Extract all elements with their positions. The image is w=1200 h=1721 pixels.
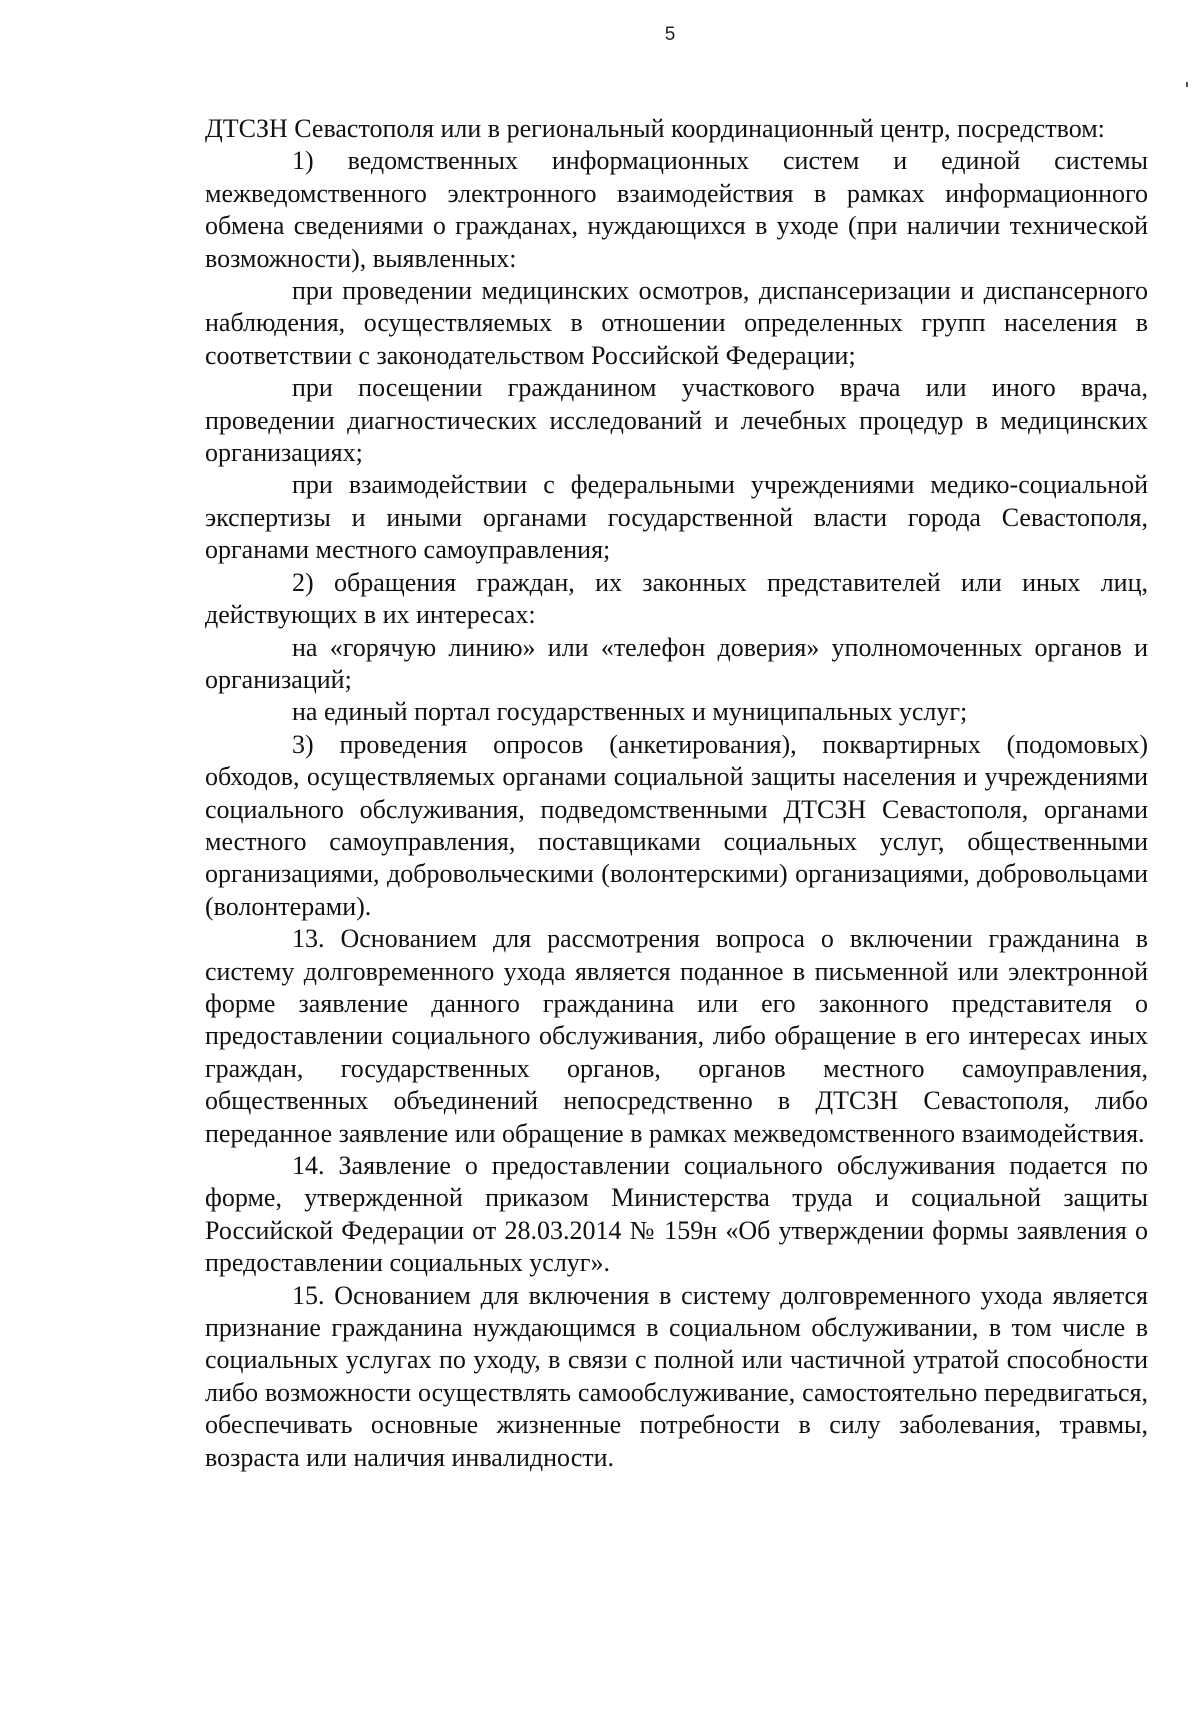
paragraph-item-3: 3) проведения опросов (анкетирования), поквартирных (подомовых) обходов, осуществляемых органами социальной защиты населения и учреждениями социального обслуживания, подведомственными ДТСЗН Севастополя, органами местного самоуправления, поставщиками социальных услуг, общественными организациями, добровольческими (волонтерскими) организациями, добровольцами (волонтерами).	[205, 729, 1148, 921]
paragraph-hotline: на «горячую линию» или «телефон доверия» уполномоченных органов и организаций;	[205, 632, 1148, 694]
paragraph-doctor-visits: при посещении гражданином участкового врача или иного врача, проведении диагностических исследований и лечебных процедур в медицинских организациях;	[205, 373, 1148, 468]
paragraph-item-2: 2) обращения граждан, их законных представителей или иных лиц, действующих в их интересах:	[205, 567, 1148, 630]
paragraph-continuation: ДТСЗН Севастополя или в региональный координационный центр, посредством:	[205, 114, 1105, 143]
paragraph-item-1: 1) ведомственных информационных систем и единой системы межведомственного электронного взаимодействия в рамках информационного обмена сведениями о гражданах, нуждающихся в уходе (при наличии технической возможности), выявленных:	[205, 146, 1148, 273]
paragraph-federal-interaction: при взаимодействии с федеральными учреждениями медико-социальной экспертизы и иными органами государственной власти города Севастополя, органами местного самоуправления;	[205, 470, 1148, 565]
paragraph-15: 15. Основанием для включения в систему долговременного ухода является признание гражданина нуждающимся в социальном обслуживании, в том числе в социальных услугах по уходу, в связи с полной или частичной утратой способности либо возможности осуществлять самообслуживание, самостоятельно передвигаться, обеспечивать основные жизненные потребности в силу заболевания, травмы, возраста или наличия инвалидности.	[205, 1280, 1148, 1472]
paragraph-14: 14. Заявление о предоставлении социального обслуживания подается по форме, утвержденной приказом Министерства труда и социальной защиты Российской Федерации от 28.03.2014 № 159н «Об утверждении формы заявления о предоставлении социальных услуг».	[205, 1151, 1148, 1278]
paragraph-13: 13. Основанием для рассмотрения вопроса о включении гражданина в систему долговременного ухода является поданное в письменной или электронной форме заявление данного гражданина или его законного представителя о предоставлении социального обслуживания, либо обращение в его интересах иных граждан, государственных органов, органов местного самоуправления, общественных объединений непосредственно в ДТСЗН Севастополя, либо переданное заявление или обращение в рамках межведомственного взаимодействия.	[205, 924, 1148, 1148]
paragraph-medical-exams: при проведении медицинских осмотров, диспансеризации и диспансерного наблюдения, осуществляемых в отношении определенных групп населения в соответствии с законодательством Российской Федерации;	[205, 276, 1148, 370]
scan-mark	[1186, 82, 1188, 87]
paragraph-portal: на единый портал государственных и муниципальных услуг;	[292, 697, 968, 727]
document-body	[205, 113, 1148, 1474]
page-number: 5	[664, 24, 676, 45]
